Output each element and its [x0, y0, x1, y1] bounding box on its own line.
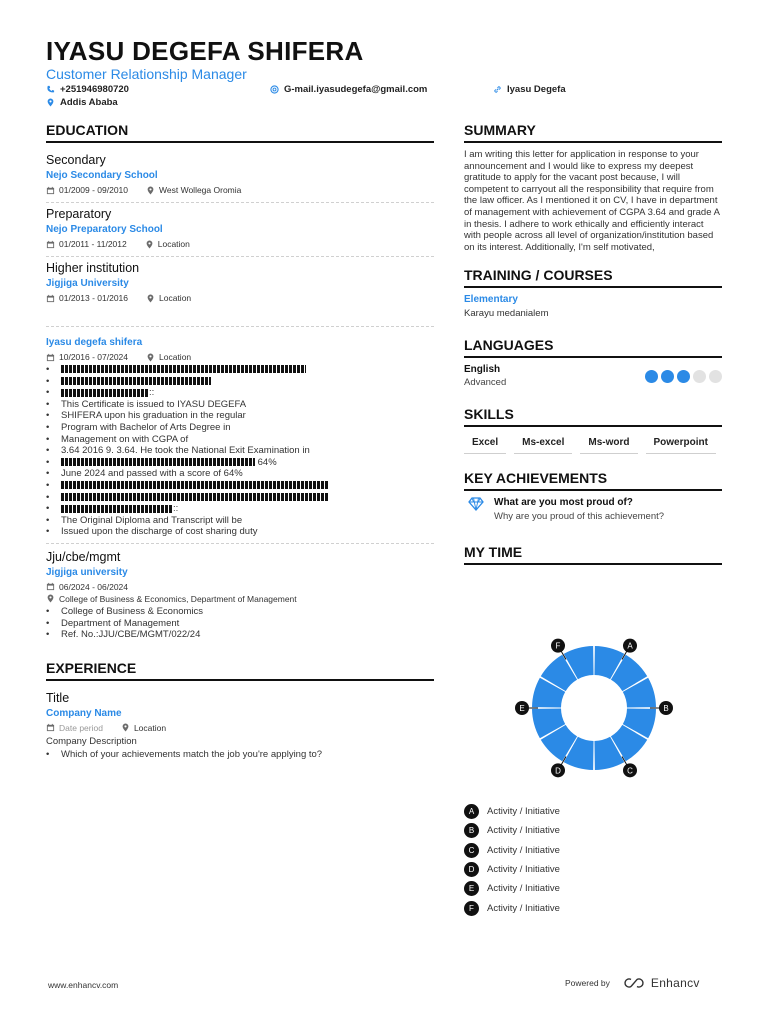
bullet-item — [46, 399, 434, 411]
redacted-text — [61, 458, 255, 466]
skills-list — [464, 433, 722, 454]
svg-text:E: E — [519, 704, 525, 713]
legend-label: Activity / Initiative — [487, 902, 560, 914]
my-time-title: MY TIME — [464, 544, 722, 565]
bullet-text: This Certificate is issued to IYASU DEGEFA — [61, 398, 247, 410]
right-column — [464, 122, 722, 571]
skill-tag: Ms-excel — [514, 433, 572, 454]
skill-tag: Ms-word — [580, 433, 637, 454]
skills-title: SKILLS — [464, 406, 722, 427]
redacted-text — [61, 493, 329, 501]
job-title: Title — [46, 690, 70, 705]
diamond-icon — [468, 497, 484, 511]
bullet-item — [46, 410, 434, 422]
entry-meta — [46, 723, 434, 733]
redacted-text — [61, 365, 306, 373]
entry-location: Location — [159, 293, 192, 303]
footer-powered — [565, 976, 700, 990]
donut-label-c — [623, 763, 637, 777]
at-icon — [270, 85, 279, 94]
skill-tag: Excel — [464, 433, 506, 454]
redacted-text — [61, 389, 149, 397]
entry-location: College of Business & Economics, Department of Management — [59, 593, 297, 604]
enhancv-logo-icon — [622, 977, 646, 989]
bullet-item: • College of Business & Economics — [46, 606, 434, 618]
course-name: Elementary — [464, 294, 518, 306]
map-pin-icon — [121, 723, 130, 732]
date-range: Date period — [59, 722, 103, 733]
entry-location: Location — [133, 722, 167, 733]
legend-badge: E — [464, 881, 479, 896]
training-title: TRAINING / COURSES — [464, 267, 722, 288]
education-entry — [46, 327, 434, 544]
bullet-item — [46, 434, 434, 446]
brand-text: Enhancv — [650, 976, 700, 990]
entry-meta — [46, 185, 434, 195]
entry-location: Location — [159, 352, 192, 362]
legend-badge: F — [464, 901, 479, 916]
company-name: Company Name — [46, 707, 122, 719]
entry-meta — [46, 582, 434, 592]
legend-item — [464, 860, 560, 879]
legend-badge: D — [464, 862, 479, 877]
company-description: Company Description — [46, 735, 137, 747]
experience-bullets — [46, 749, 434, 761]
course-description: Karayu medanialem — [464, 308, 549, 320]
entry-bullets — [46, 606, 434, 641]
map-pin-icon — [146, 186, 155, 195]
calendar-icon — [46, 240, 55, 249]
achievements-title: KEY ACHIEVEMENTS — [464, 470, 722, 491]
education-entry — [46, 257, 434, 327]
bullet-item: • Ref. No.:JJU/CBE/MGMT/022/24 — [46, 629, 434, 641]
certificate-bullets — [46, 364, 434, 538]
date-range: 01/2009 - 09/2010 — [59, 185, 129, 195]
education-title: EDUCATION — [46, 122, 434, 143]
school-name: Nejo Preparatory School — [46, 224, 163, 235]
language-name: English — [464, 364, 501, 376]
calendar-icon — [46, 582, 55, 591]
legend-label: Activity / Initiative — [487, 864, 560, 876]
my-time-legend — [464, 802, 560, 918]
bullet-item — [46, 526, 434, 538]
rating-dot — [645, 370, 658, 383]
bullet-text: Issued upon the discharge of cost sharing duty — [61, 526, 258, 538]
bullet-text: SHIFERA upon his graduation in the regular — [61, 410, 246, 422]
bullet-item: • Department of Management — [46, 618, 434, 630]
school-name: Jigjiga university — [46, 566, 128, 578]
location-text: Addis Ababa — [60, 97, 118, 108]
rating-dot — [709, 370, 722, 383]
bullet-item — [46, 468, 434, 480]
languages-title: LANGUAGES — [464, 337, 722, 358]
bullet-text: The Original Diploma and Transcript will be — [61, 514, 243, 526]
contact-link[interactable] — [493, 84, 566, 95]
bullet-item — [46, 376, 434, 388]
degree: Jju/cbe/mgmt — [46, 549, 121, 564]
legend-item — [464, 821, 560, 840]
calendar-icon — [46, 353, 55, 362]
summary-text: I am writing this letter for application in response to your announcement and I would like to express my deepest gratitude to apply for the vacant post because, I will competent to carryout all the responsibility that require from the law officer. As I mentioned it on CV, I have in department of management with achievement of CGPA 3.64 and grade A in thesis. I adhere to work ethically and efficiently interact with people across all level of organization/institution based on its interest. Additionally, I'm self motivated, — [464, 149, 720, 253]
map-pin-icon — [146, 294, 155, 303]
calendar-icon — [46, 294, 55, 303]
rating-dot — [677, 370, 690, 383]
language-item — [464, 364, 722, 388]
legend-badge: A — [464, 804, 479, 819]
skill-tag: Powerpoint — [646, 433, 716, 454]
school-name: Jigjiga University — [46, 278, 129, 289]
language-level: Advanced — [464, 377, 507, 389]
rating-dot — [661, 370, 674, 383]
achievement-title: What are you most proud of? — [494, 497, 633, 509]
achievement-item — [464, 497, 722, 522]
bullet-text: Program with Bachelor of Arts Degree in — [61, 421, 231, 433]
donut-label-e — [515, 701, 529, 715]
phone-icon — [46, 85, 55, 94]
redacted-text — [61, 505, 173, 513]
bullet-item — [46, 422, 434, 434]
education-entry — [46, 149, 434, 203]
bullet-item — [46, 457, 434, 469]
map-pin-icon — [145, 240, 154, 249]
svg-text:C: C — [627, 766, 633, 776]
redacted-text — [61, 377, 211, 385]
bullet-item — [46, 480, 434, 492]
legend-item — [464, 898, 560, 917]
legend-item — [464, 879, 560, 898]
bullet-item — [46, 515, 434, 527]
entry-meta — [46, 239, 434, 249]
bullet-item — [46, 445, 434, 457]
contact-email[interactable] — [270, 84, 427, 95]
legend-badge: B — [464, 823, 479, 838]
enhancv-logo[interactable] — [622, 976, 700, 990]
legend-label: Activity / Initiative — [487, 844, 560, 856]
date-range: 06/2024 - 06/2024 — [59, 581, 129, 592]
svg-text:F: F — [555, 641, 561, 651]
legend-label: Activity / Initiative — [487, 883, 560, 895]
rating-dot — [693, 370, 706, 383]
experience-title: EXPERIENCE — [46, 660, 434, 681]
education-entry — [46, 203, 434, 257]
achievement-description: Why are you proud of this achievement? — [494, 511, 665, 523]
language-rating — [645, 370, 722, 383]
donut-label-d — [551, 763, 565, 777]
bullet-text: :: — [149, 387, 155, 399]
legend-label: Activity / Initiative — [487, 806, 560, 818]
calendar-icon — [46, 723, 55, 732]
degree: Higher institution — [46, 261, 140, 275]
left-column — [46, 122, 434, 765]
contact-location — [46, 97, 118, 108]
entry-location: West Wollega Oromia — [159, 185, 242, 195]
bullet-item — [46, 503, 434, 515]
school-name: Nejo Secondary School — [46, 170, 158, 181]
bullet-text: 3.64 2016 9. 3.64. He took the National Exit Examination in — [61, 445, 310, 457]
degree: Secondary — [46, 153, 106, 167]
bullet-item: • Which of your achievements match the job you're applying to? — [46, 749, 434, 761]
map-pin-icon — [46, 594, 55, 603]
donut-label-b — [659, 701, 673, 715]
entry-meta — [46, 352, 434, 362]
link-icon — [493, 85, 502, 94]
degree: Preparatory — [46, 207, 112, 221]
bullet-item — [46, 364, 434, 376]
legend-item — [464, 841, 560, 860]
candidate-role: Customer Relationship Manager — [46, 66, 247, 82]
legend-item — [464, 802, 560, 821]
experience-entry — [46, 687, 434, 766]
calendar-icon — [46, 186, 55, 195]
date-range: 10/2016 - 07/2024 — [59, 352, 129, 362]
link-text: Iyasu Degefa — [507, 84, 566, 95]
donut-label-a — [623, 639, 637, 653]
legend-label: Activity / Initiative — [487, 825, 560, 837]
bullet-item — [46, 387, 434, 399]
entry-location: Location — [157, 239, 190, 249]
contact-phone[interactable] — [46, 84, 129, 95]
summary-title: SUMMARY — [464, 122, 722, 143]
school-name: Iyasu degefa shifera — [46, 337, 143, 348]
entry-meta — [46, 594, 434, 604]
bullet-text: 64% — [257, 456, 277, 468]
svg-text:D: D — [555, 766, 561, 776]
donut-label-f — [551, 639, 565, 653]
bullet-item — [46, 492, 434, 504]
education-entry — [46, 544, 434, 646]
powered-by-text: Powered by — [565, 978, 610, 988]
svg-text:B: B — [663, 704, 669, 713]
bullet-text: :: — [173, 503, 179, 515]
bullet-text: Management on with CGPA of — [61, 433, 189, 445]
date-range: 01/2011 - 11/2012 — [59, 239, 127, 249]
email-text: G-mail.iyasudegefa@gmail.com — [284, 84, 428, 95]
bullet-text: June 2024 and passed with a score of 64% — [61, 468, 243, 480]
footer-website[interactable]: www.enhancv.com — [48, 980, 119, 990]
redacted-text — [61, 481, 329, 489]
map-pin-icon — [46, 98, 55, 107]
legend-badge: C — [464, 843, 479, 858]
svg-text:A: A — [627, 641, 633, 651]
my-time-donut-chart — [494, 630, 694, 790]
entry-meta — [46, 293, 434, 303]
map-pin-icon — [146, 353, 155, 362]
phone-text: +251946980720 — [60, 84, 129, 95]
date-range: 01/2013 - 01/2016 — [59, 293, 129, 303]
candidate-name: IYASU DEGEFA SHIFERA — [46, 36, 364, 66]
